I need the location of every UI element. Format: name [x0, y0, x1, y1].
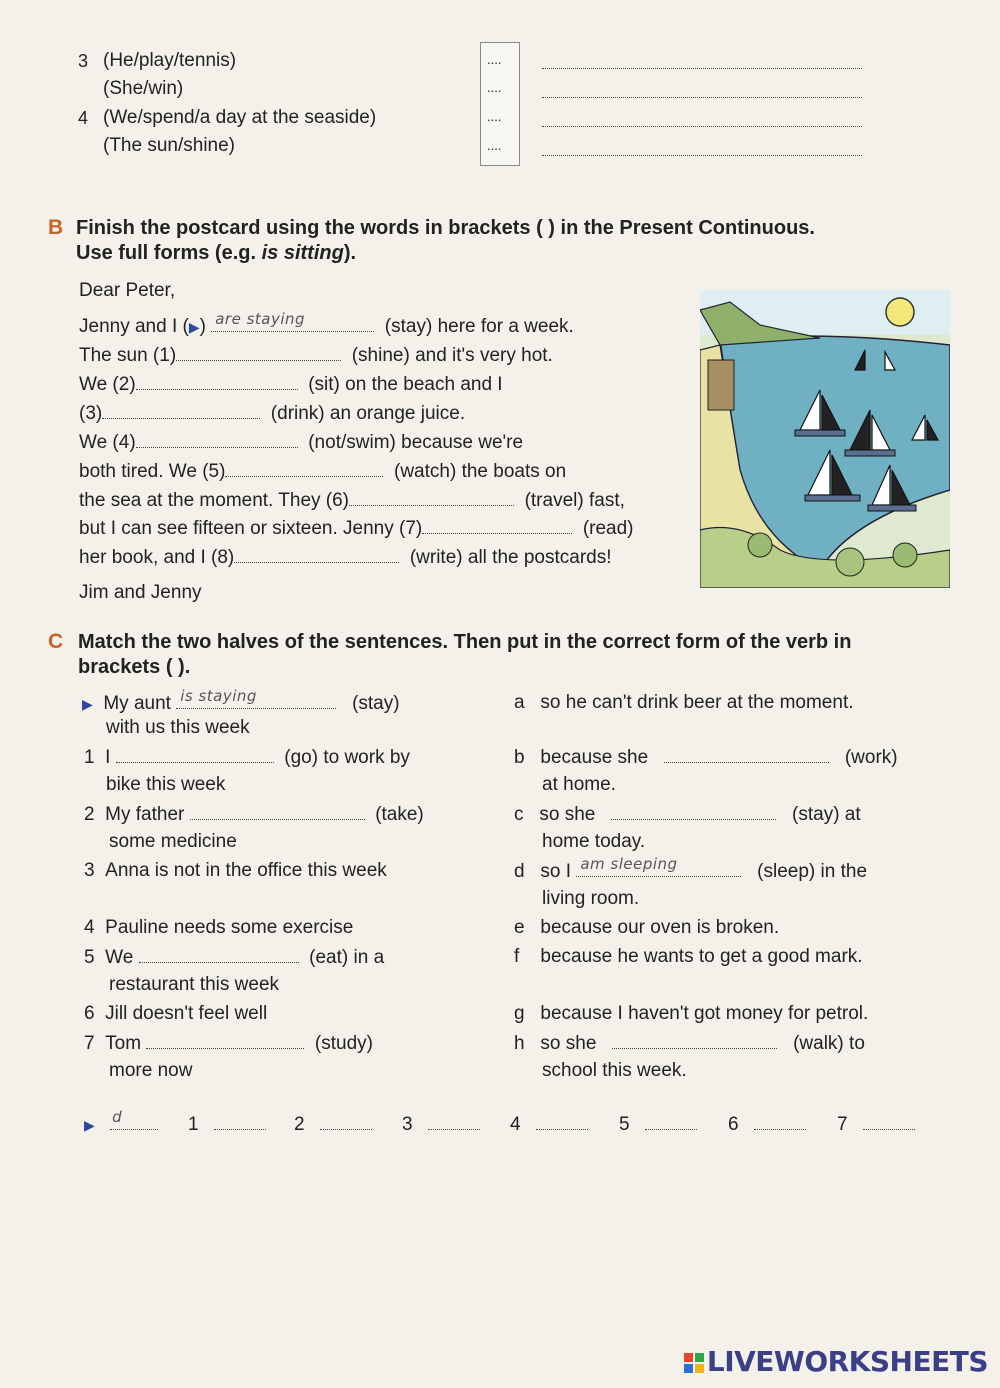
left-5-num: 5 — [84, 947, 95, 968]
postcard-blank-5[interactable] — [225, 460, 383, 477]
right-c-post: (stay) at — [792, 804, 861, 825]
line-8-pre: her book, and I (8) — [79, 547, 235, 568]
answer-6-blank[interactable] — [754, 1113, 806, 1130]
answer-6 — [728, 1113, 806, 1136]
postcard-blank-1[interactable] — [176, 344, 341, 361]
right-item-g — [514, 1003, 868, 1025]
left-example-answer: is staying — [180, 687, 257, 705]
right-h-pre: so she — [540, 1033, 597, 1054]
section-c-instruction-1: Match the two halves of the sentences. Then put in the correct form of the verb in — [78, 631, 852, 653]
left-6-num: 6 — [84, 1003, 95, 1024]
answer-2-blank[interactable] — [320, 1113, 372, 1130]
right-d-answer: am sleeping — [580, 855, 678, 873]
right-item-d — [514, 855, 868, 883]
signoff: Jim and Jenny — [79, 582, 202, 603]
left-1-pre: I — [105, 747, 111, 768]
right-d-pre: so I — [540, 861, 572, 882]
answer-5-num: 5 — [619, 1114, 630, 1135]
item-4-num: 4 — [78, 108, 89, 128]
left-item-2 — [84, 803, 424, 826]
right-c-line2: home today. — [542, 831, 646, 852]
section-c-letter: C — [48, 630, 64, 653]
left-1-post: (go) to work by — [284, 747, 410, 768]
example-answer: are staying — [215, 310, 306, 328]
left-2-blank[interactable] — [190, 803, 365, 820]
example-arrow-icon: ▶ — [84, 1117, 95, 1133]
example-arrow-icon: ▶ — [188, 319, 200, 335]
answer-4 — [510, 1113, 588, 1136]
postcard-line-4 — [79, 431, 523, 454]
instr-part-1: Use full forms (e.g. — [76, 242, 262, 264]
section-c-instruction-2: brackets ( ). — [78, 656, 191, 678]
answer-example-blank[interactable] — [110, 1108, 158, 1130]
postcard-blank-8[interactable] — [234, 546, 399, 563]
postcard-line-6 — [79, 489, 625, 512]
answer-row — [84, 1108, 158, 1136]
answer-2 — [294, 1113, 372, 1136]
left-7-post: (study) — [314, 1033, 373, 1054]
right-f-letter: f — [514, 946, 520, 967]
left-7-num: 7 — [84, 1033, 95, 1054]
left-item-6 — [84, 1003, 267, 1025]
left-example-post: (stay) — [352, 693, 400, 714]
answer-6-num: 6 — [728, 1114, 739, 1135]
answer-line-a3[interactable] — [542, 110, 862, 127]
answer-line-a1[interactable] — [542, 52, 862, 69]
postcard-blank-example[interactable] — [211, 310, 374, 332]
right-d-line2: living room. — [542, 888, 640, 909]
left-item-5 — [84, 946, 384, 969]
instr-example: is sitting — [261, 242, 344, 264]
left-item-1 — [84, 746, 410, 769]
right-item-e — [514, 917, 779, 939]
left-item-7 — [84, 1032, 373, 1055]
right-item-c — [514, 803, 861, 826]
answer-7-num: 7 — [837, 1114, 848, 1135]
line-7-pre: but I can see fifteen or sixteen. Jenny (7) — [79, 518, 423, 539]
answer-line-a2[interactable] — [542, 81, 862, 98]
answer-1-num: 1 — [188, 1114, 199, 1135]
left-5-post: (eat) in a — [309, 947, 385, 968]
postcard-line-0: Jenny and I (▶) are staying (stay) here for a week. — [79, 310, 574, 337]
box-dots-3: .... — [487, 109, 502, 124]
line-0-pre: Jenny and I ( — [79, 316, 189, 337]
line-6-pre: the sea at the moment. They (6) — [79, 490, 350, 511]
left-3-pre: Anna is not in the office this week — [105, 860, 387, 881]
right-h-post: (walk) to — [793, 1033, 865, 1054]
right-item-b — [514, 746, 898, 769]
right-e-letter: e — [514, 917, 525, 938]
right-g-letter: g — [514, 1003, 525, 1024]
right-c-letter: c — [514, 804, 524, 825]
box-dots-1: .... — [487, 52, 502, 67]
right-a-text: so he can't drink beer at the moment. — [540, 692, 854, 713]
right-item-h — [514, 1032, 865, 1055]
left-1-num: 1 — [84, 747, 95, 768]
left-2-post: (take) — [375, 804, 424, 825]
answer-5-blank[interactable] — [645, 1113, 697, 1130]
box-dots-4: .... — [487, 138, 502, 153]
left-4-pre: Pauline needs some exercise — [105, 917, 354, 938]
left-2-num: 2 — [84, 804, 95, 825]
right-c-pre: so she — [539, 804, 596, 825]
right-d-post: (sleep) in the — [757, 861, 868, 882]
section-b-letter: B — [48, 216, 64, 239]
right-h-line2: school this week. — [542, 1060, 687, 1081]
box-dots-2: .... — [487, 80, 502, 95]
answer-1 — [188, 1113, 266, 1136]
left-6-pre: Jill doesn't feel well — [105, 1003, 268, 1024]
right-d-letter: d — [514, 861, 525, 882]
greeting: Dear Peter, — [79, 280, 176, 301]
left-2-line2: some medicine — [109, 831, 237, 852]
right-a-letter: a — [514, 692, 525, 713]
left-5-line2: restaurant this week — [109, 974, 280, 995]
answer-7 — [837, 1113, 915, 1136]
answer-1-blank[interactable] — [214, 1113, 266, 1130]
right-h-letter: h — [514, 1033, 525, 1054]
line-2-post: (sit) on the beach and I — [308, 374, 503, 395]
right-b-blank[interactable] — [664, 746, 829, 763]
item-4-line1: (We/spend/a day at the seaside) — [103, 107, 377, 128]
postcard-blank-4[interactable] — [136, 431, 298, 448]
postcard-blank-2[interactable] — [136, 373, 298, 390]
left-3-num: 3 — [84, 860, 95, 881]
answer-line-a4[interactable] — [542, 139, 862, 156]
item-3-num: 3 — [78, 51, 89, 71]
line-3-pre: (3) — [79, 403, 103, 424]
right-item-f — [514, 946, 863, 968]
right-c-blank[interactable] — [611, 803, 776, 820]
left-1-blank[interactable] — [116, 746, 274, 763]
left-5-pre: We — [105, 947, 134, 968]
postcard-blank-7[interactable] — [422, 517, 572, 534]
right-b-pre: because she — [540, 747, 649, 768]
answer-4-num: 4 — [510, 1114, 521, 1135]
line-4-post: (not/swim) because we're — [308, 432, 524, 453]
answer-3-num: 3 — [402, 1114, 413, 1135]
right-h-blank[interactable] — [612, 1032, 777, 1049]
line-1-post: (shine) and it's very hot. — [351, 345, 553, 366]
left-7-pre: Tom — [105, 1033, 142, 1054]
line-6-post: (travel) fast, — [524, 490, 625, 511]
postcard-line-2 — [79, 373, 503, 396]
postcard-line-7 — [79, 517, 634, 540]
postcard-blank-6[interactable] — [349, 489, 514, 506]
section-b-instruction-1: Finish the postcard using the words in brackets ( ) in the Present Continuous. — [76, 217, 815, 239]
item-3-line1: (He/play/tennis) — [103, 50, 237, 71]
left-5-blank[interactable] — [139, 946, 299, 963]
left-item-3 — [84, 860, 387, 882]
right-item-a — [514, 692, 854, 714]
example-arrow-icon: ▶ — [82, 696, 93, 712]
seaside-illustration — [700, 290, 950, 588]
line-0-post: (stay) here for a week. — [384, 316, 574, 337]
item-4-line2: (The sun/shine) — [103, 135, 236, 156]
left-example — [82, 687, 400, 715]
left-example-pre: My aunt — [103, 693, 171, 714]
left-2-pre: My father — [105, 804, 185, 825]
postcard-line-5 — [79, 460, 566, 483]
answer-example: d — [112, 1108, 123, 1126]
line-1-pre: The sun (1) — [79, 345, 177, 366]
answer-5 — [619, 1113, 697, 1136]
left-7-line2: more now — [109, 1060, 193, 1081]
left-7-blank[interactable] — [146, 1032, 304, 1049]
line-4-pre: We (4) — [79, 432, 136, 453]
left-1-line2: bike this week — [106, 774, 226, 795]
grid-icon — [684, 1353, 704, 1373]
answer-2-num: 2 — [294, 1114, 305, 1135]
left-4-num: 4 — [84, 917, 95, 938]
postcard-line-1 — [79, 344, 553, 367]
line-8-post: (write) all the postcards! — [409, 547, 612, 568]
item-3-line2: (She/win) — [103, 78, 184, 99]
left-example-blank[interactable] — [176, 687, 336, 709]
right-d-blank[interactable] — [576, 855, 741, 877]
answer-7-blank[interactable] — [863, 1113, 915, 1130]
line-7-post: (read) — [582, 518, 634, 539]
right-g-text: because I haven't got money for petrol. — [540, 1003, 869, 1024]
section-b-instruction-2 — [76, 242, 356, 265]
answer-3 — [402, 1113, 480, 1136]
postcard-line-8 — [79, 546, 612, 569]
line-3-post: (drink) an orange juice. — [270, 403, 466, 424]
right-b-letter: b — [514, 747, 525, 768]
answer-4-blank[interactable] — [536, 1113, 588, 1130]
right-b-post: (work) — [844, 747, 898, 768]
right-e-text: because our oven is broken. — [540, 917, 780, 938]
left-item-4 — [84, 917, 353, 939]
line-5-post: (watch) the boats on — [394, 461, 567, 482]
line-5-pre: both tired. We (5) — [79, 461, 226, 482]
left-example-line2: with us this week — [106, 717, 250, 738]
line-2-pre: We (2) — [79, 374, 136, 395]
instr-part-3: ). — [343, 242, 357, 264]
answer-3-blank[interactable] — [428, 1113, 480, 1130]
postcard-line-3 — [79, 402, 465, 425]
right-f-text: because he wants to get a good mark. — [540, 946, 863, 967]
logo-text: LIVEWORKSHEETS — [706, 1345, 988, 1378]
liveworksheets-logo — [684, 1345, 988, 1378]
postcard-blank-3[interactable] — [102, 402, 260, 419]
right-b-line2: at home. — [542, 774, 616, 795]
